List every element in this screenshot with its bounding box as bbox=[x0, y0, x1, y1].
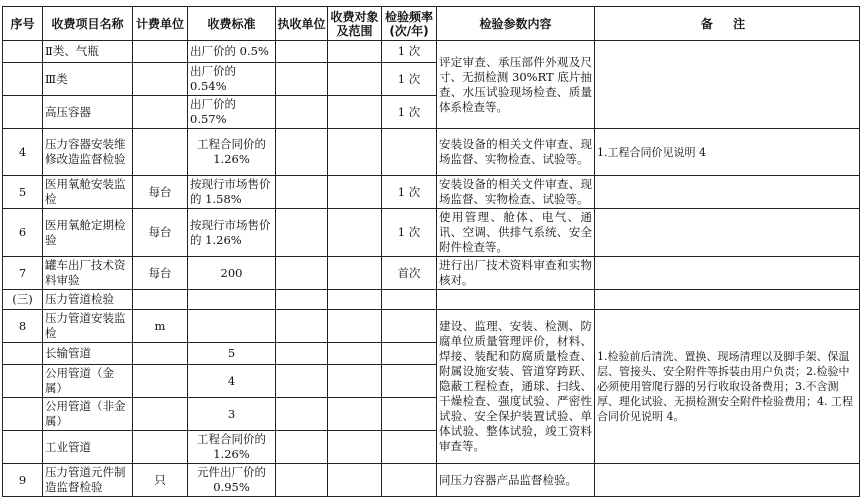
item-name: Ⅱ类、气瓶 bbox=[43, 41, 133, 63]
frequency: 1 次 bbox=[382, 41, 437, 63]
billing-unit: 每台 bbox=[133, 176, 188, 209]
billing-unit: 只 bbox=[133, 464, 188, 497]
fee-standard: 出厂价的 0.57% bbox=[188, 96, 276, 129]
frequency: 1 次 bbox=[382, 176, 437, 209]
header-remarks: 备 注 bbox=[595, 7, 860, 41]
fee-standard: 出厂价的 0.5% bbox=[188, 41, 276, 63]
header-frequency: 检验频率(次/年) bbox=[382, 7, 437, 41]
item-name: 压力管道安装监检 bbox=[43, 310, 133, 343]
table-row bbox=[3, 129, 860, 176]
header-params: 检验参数内容 bbox=[437, 7, 595, 41]
row-seq: 4 bbox=[3, 129, 43, 176]
row-seq: 9 bbox=[3, 464, 43, 497]
fee-standard: 3 bbox=[188, 398, 276, 431]
fee-standard: 出厂价的 0.54% bbox=[188, 63, 276, 96]
frequency: 1 次 bbox=[382, 96, 437, 129]
inspection-params: 使用管理、舱体、电气、通讯、空调、供排气系统、安全附件检查等。 bbox=[437, 209, 595, 257]
header-unit: 计费单位 bbox=[133, 7, 188, 41]
remark: 1.检验前后清洗、置换、现场清理以及脚手架、保温层、管接头、安全附件等拆装由用户负责；2.检验中必须使用管爬行器的另行收取设备费用；3.不含测厚、理化试验、无损检测安全附件检验费用；4. 工程合同价见说明 4。 bbox=[595, 310, 860, 464]
row-seq: 6 bbox=[3, 209, 43, 257]
table-row bbox=[3, 464, 860, 497]
row-seq: 5 bbox=[3, 176, 43, 209]
table-row bbox=[3, 41, 860, 63]
section-title: 压力管道检验 bbox=[43, 290, 133, 310]
header-seq: 序号 bbox=[3, 7, 43, 41]
table-row bbox=[3, 310, 860, 343]
frequency: 首次 bbox=[382, 257, 437, 290]
fee-standard: 5 bbox=[188, 343, 276, 365]
fee-standard: 4 bbox=[188, 365, 276, 398]
fee-standard: 200 bbox=[188, 257, 276, 290]
table-row bbox=[3, 257, 860, 290]
inspection-params: 评定审查、承压部件外观及尺寸、无损检测 30%RT 底片抽查、水压试验现场检查、质量体系检查等。 bbox=[437, 41, 595, 129]
fee-standard: 工程合同价的 1.26% bbox=[188, 129, 276, 176]
fee-standard: 工程合同价的 1.26% bbox=[188, 431, 276, 464]
item-name: 高压容器 bbox=[43, 96, 133, 129]
item-name: 长输管道 bbox=[43, 343, 133, 365]
table-header-row bbox=[3, 7, 860, 41]
item-name: 压力管道元件制造监督检验 bbox=[43, 464, 133, 497]
header-standard: 收费标准 bbox=[188, 7, 276, 41]
fee-standard: 按现行市场售价的 1.26% bbox=[188, 209, 276, 257]
item-name: 医用氧舱安装监检 bbox=[43, 176, 133, 209]
frequency: 1 次 bbox=[382, 209, 437, 257]
section-row bbox=[3, 290, 860, 310]
item-name: 工业管道 bbox=[43, 431, 133, 464]
billing-unit: m bbox=[133, 310, 188, 343]
frequency: 1 次 bbox=[382, 63, 437, 96]
item-name: 公用管道（非金属） bbox=[43, 398, 133, 431]
table-row bbox=[3, 209, 860, 257]
item-name: 公用管道（金属） bbox=[43, 365, 133, 398]
inspection-params: 进行出厂技术资料审查和实物核对。 bbox=[437, 257, 595, 290]
row-seq: 8 bbox=[3, 310, 43, 343]
inspection-params: 建设、监理、安装、检测、防腐单位质量管理评价，材料、焊接、装配和防腐质量检查、附属设施安装、管道穿跨跃、隐蔽工程检查，通球、扫线、干燥检查、强度试验、严密性试验、安全保护装置试验、单体试验、整体试验，竣工资料审查等。 bbox=[437, 310, 595, 464]
header-target: 收费对象及范围 bbox=[328, 7, 382, 41]
fee-standard-table bbox=[2, 6, 860, 497]
fee-standard: 按现行市场售价的 1.58% bbox=[188, 176, 276, 209]
remark: 1.工程合同价见说明 4 bbox=[595, 129, 860, 176]
item-name: 医用氧舱定期检验 bbox=[43, 209, 133, 257]
header-executor: 执收单位 bbox=[276, 7, 328, 41]
row-seq: 7 bbox=[3, 257, 43, 290]
inspection-params: 安装设备的相关文件审查、现场监督、实物检查、试验等。 bbox=[437, 176, 595, 209]
item-name: 压力容器安装维修改造监督检验 bbox=[43, 129, 133, 176]
billing-unit: 每台 bbox=[133, 209, 188, 257]
section-seq: (三) bbox=[3, 290, 43, 310]
inspection-params: 安装设备的相关文件审查、现场监督、实物检查、试验等。 bbox=[437, 129, 595, 176]
header-item-name: 收费项目名称 bbox=[43, 7, 133, 41]
fee-standard: 元件出厂价的 0.95% bbox=[188, 464, 276, 497]
table-row bbox=[3, 176, 860, 209]
inspection-params: 同压力容器产品监督检验。 bbox=[437, 464, 595, 497]
item-name: 罐车出厂技术资料审验 bbox=[43, 257, 133, 290]
item-name: Ⅲ类 bbox=[43, 63, 133, 96]
billing-unit: 每台 bbox=[133, 257, 188, 290]
